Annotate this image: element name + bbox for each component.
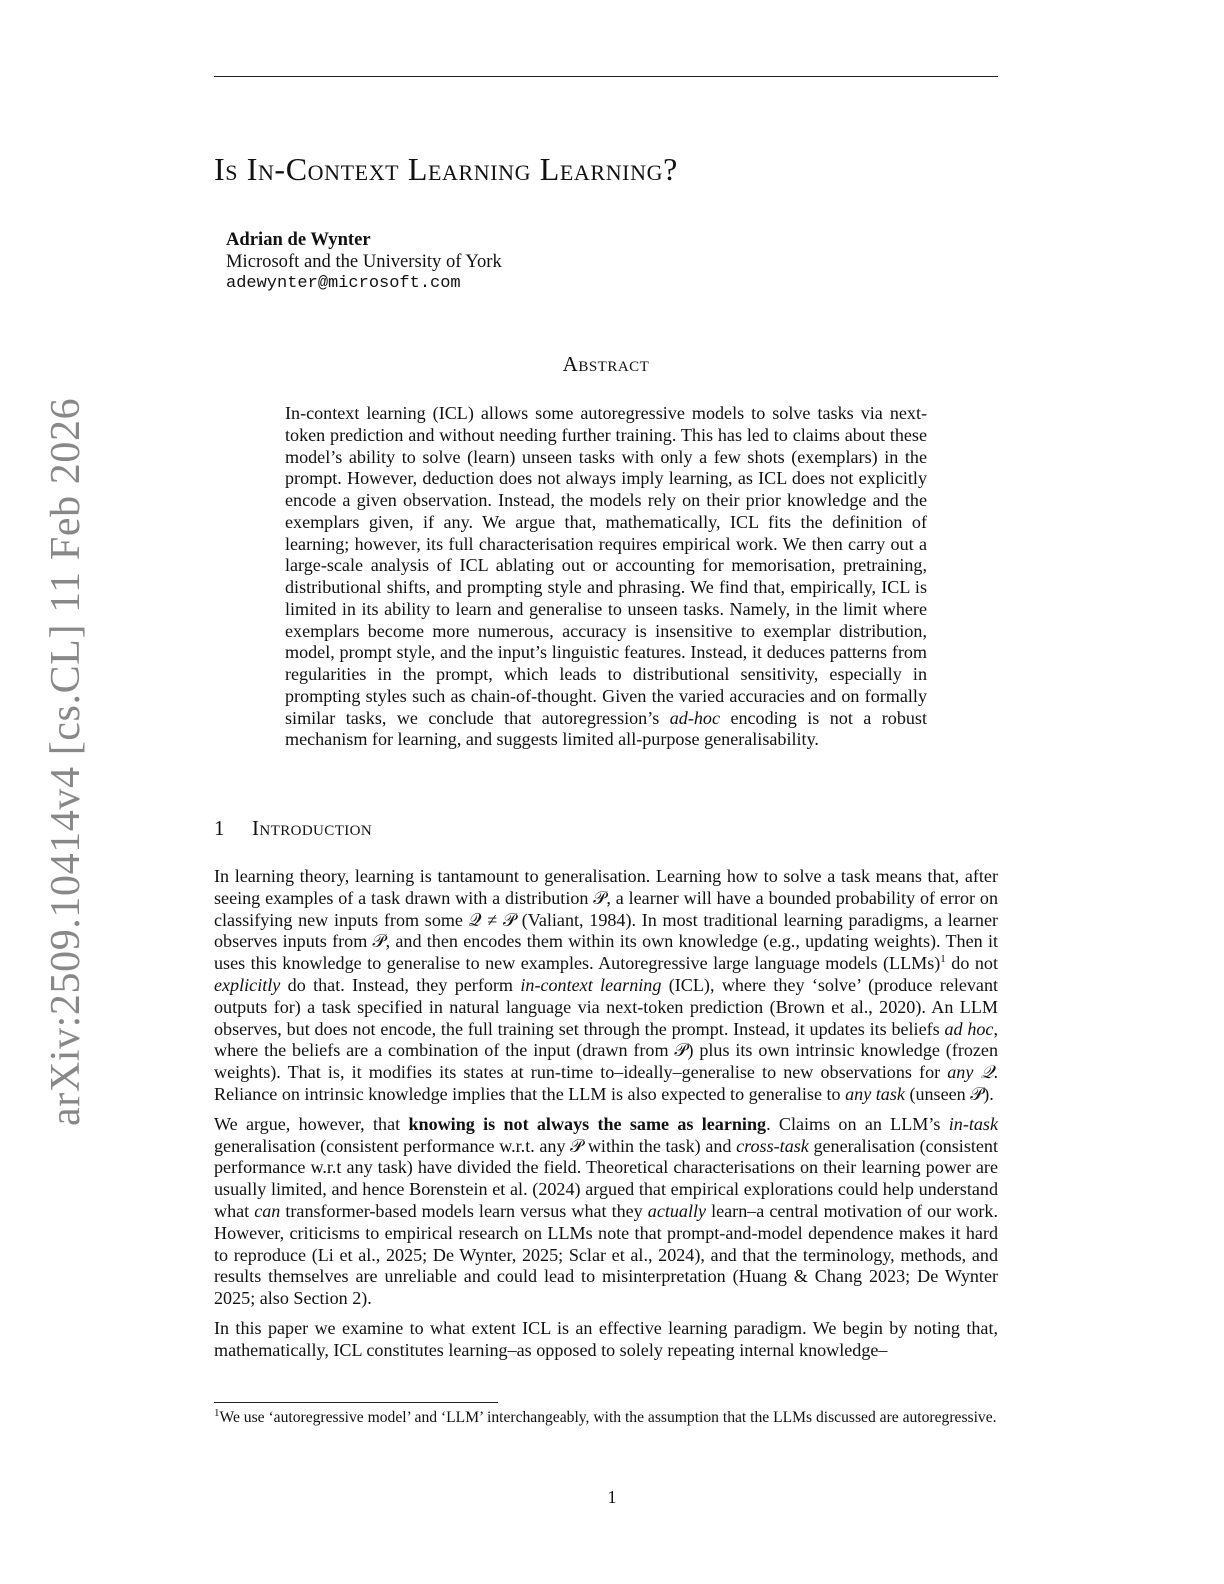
section-title: Introduction: [252, 816, 373, 840]
introduction-body: [214, 866, 998, 1370]
footnote-ref[interactable]: 1: [940, 953, 946, 966]
footnote: [214, 1408, 998, 1428]
footnote-text: We use ‘autoregressive model’ and ‘LLM’ interchangeably, with the assumption that the LLMs discussed are autoregressive.: [219, 1409, 997, 1426]
arxiv-identifier: arXiv:2509.10414v4 [cs.CL] 11 Feb 2026: [43, 397, 89, 1126]
author-block: [226, 229, 826, 295]
paragraph: We argue, however, that knowing is not always the same as learning. Claims on an LLM’s in-task generalisation (consistent performance w.r.t. any 𝒫 within the task) and cross-task generalisation (consistent performance w.r.t any task) have divided the field. Theoretical characterisations on their learning power are usually limited, and hence Borenstein et al. (2024) argued that empirical explorations could help understand what can transformer-based models learn versus what they actually learn–a central motivation of our work. However, criticisms to empirical research on LLMs note that prompt-and-model dependence makes it hard to reproduce (Li et al., 2025; De Wynter, 2025; Sclar et al., 2024), and that the terminology, methods, and results themselves are unreliable and could lead to misinterpretation (Huang & Chang 2023; De Wynter 2025; also Section 2).: [214, 1113, 998, 1309]
abstract-heading: Abstract: [562, 352, 650, 376]
paragraph: In this paper we examine to what extent ICL is an effective learning paradigm. We begin by noting that, mathematically, ICL constitutes learning–as opposed to solely repeating internal knowledge–: [214, 1317, 998, 1360]
author-name: Adrian de Wynter: [226, 229, 371, 250]
section-number: 1: [214, 816, 225, 840]
author-email: adewynter@microsoft.com: [226, 274, 461, 293]
page-number: 1: [607, 1487, 617, 1507]
footnote-rule: [214, 1402, 498, 1403]
footnote-mark: 1: [214, 1406, 220, 1419]
paragraph: In learning theory, learning is tantamount to generalisation. Learning how to solve a task means that, after seeing examples of a task drawn with a distribution 𝒫, a learner will have a bounded probability of error on classifying new inputs from some 𝒬 ≠ 𝒫 (Valiant, 1984). In most traditional learning paradigms, a learner observes inputs from 𝒫, and then encodes them within its own knowledge (e.g., updating weights). Then it uses this knowledge to generalise to new examples. Autoregressive large language models (LLMs)$^1$ do not explicitly do that. Instead, they perform in-context learning (ICL), where they ‘solve’ (produce relevant outputs for) a task specified in natural language via next-token prediction (Brown et al., 2020). An LLM observes, but does not encode, the full training set through the prompt. Instead, it updates its beliefs ad hoc, where the beliefs are a combination of the input (drawn from 𝒫) plus its own intrinsic knowledge (frozen weights). That is, it modifies its states at run-time to–ideally–generalise to new observations for any 𝒬. Reliance on intrinsic knowledge implies that the LLM is also expected to generalise to any task (unseen 𝒫).: [214, 866, 999, 1104]
author-affiliation: Microsoft and the University of York: [226, 251, 502, 272]
top-rule: [214, 76, 998, 77]
abstract-text: In-context learning (ICL) allows some autoregressive models to solve tasks via next-token prediction and without needing further training. This has led to claims about these model’s ability to solve (learn) unseen tasks with only a few shots (exemplars) in the prompt. However, deduction does not always imply learning, as ICL does not explicitly encode a given observation. Instead, the models rely on their prior knowledge and the exemplars given, if any. We argue that, mathematically, ICL fits the definition of learning; however, its full characterisation requires empirical work. We then carry out a large-scale analysis of ICL ablating out or accounting for memorisation, pretraining, distributional shifts, and prompting style and phrasing. We find that, empirically, ICL is limited in its ability to learn and generalise to unseen tasks. Namely, in the limit where exemplars become more numerous, accuracy is insensitive to exemplar distribution, model, prompt style, and the input’s linguistic features. Instead, it deduces patterns from regularities in the prompt, which leads to distributional sensitivity, especially in prompting styles such as chain-of-thought. Given the varied accuracies and on formally similar tasks, we conclude that autoregression’s ad-hoc encoding is not a robust mechanism for learning, and suggests limited all-purpose generalisability.: [285, 403, 928, 750]
section-heading-introduction: [214, 816, 998, 841]
paper-title: Is In-Context Learning Learning?: [214, 151, 678, 187]
